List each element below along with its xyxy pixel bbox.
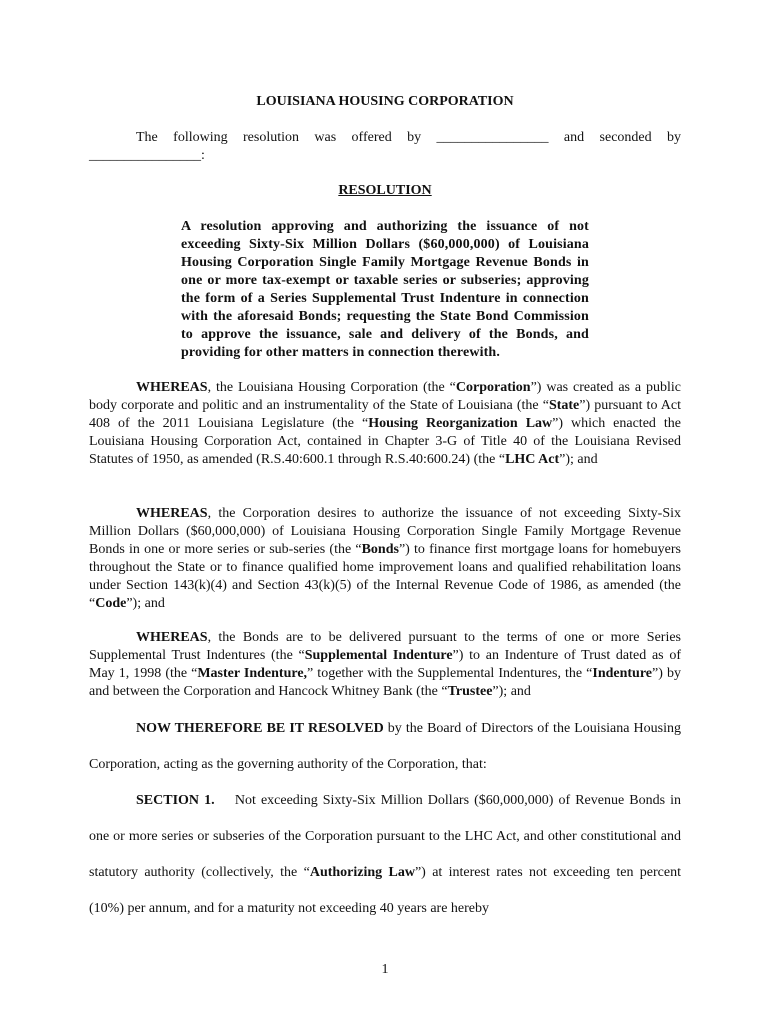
whereas2-text: , the Corporation desires to authorize the issuance of not exceeding Sixty-Six Million Dollars ($60,000,000) of Louisiana Housing Corporation Single Family Mortgage Revenue Bonds in one or more series or sub-series (the “ bbox=[89, 506, 681, 557]
whereas1-text: ”) pursuant to Act 408 of the 2011 Louisiana Legislature (the “ bbox=[89, 398, 681, 431]
whereas3-text: , the Bonds are to be delivered pursuant to the terms of one or more Series Supplemental Trust Indentures (the “ bbox=[89, 630, 681, 663]
document-title: LOUISIANA HOUSING CORPORATION bbox=[256, 94, 514, 109]
resolution-abstract: A resolution approving and authorizing the issuance of not exceeding Sixty-Six Million Dollars ($60,000,000) of Louisiana Housing Corporation Single Family Mortgage Revenue Bonds in one or more tax-exempt or taxable series or subseries; approving the form of a Series Supplemental Trust Indenture in connection with the aforesaid Bonds; requesting the State Bond Commission to approve the issuance, sale and delivery of the Bonds, and providing for other matters in connection therewith. bbox=[181, 219, 589, 360]
term-lhc-act: LHC Act bbox=[505, 452, 560, 467]
whereas-paragraph-1 bbox=[89, 379, 681, 469]
term-housing-reorganization-law: Housing Reorganization Law bbox=[368, 416, 553, 431]
resolved-text: by the Board of Directors of the Louisiana Housing Corporation, acting as the governing authority of the Corporation, that: bbox=[89, 721, 681, 772]
section-1-heading: SECTION 1. bbox=[136, 793, 215, 808]
whereas3-text: ”); and bbox=[492, 684, 531, 699]
resolution-heading: RESOLUTION bbox=[338, 183, 432, 198]
offer-paragraph bbox=[89, 129, 681, 165]
term-supplemental-indenture: Supplemental Indenture bbox=[304, 648, 453, 663]
section-1-text: ”) at interest rates not exceeding ten percent (10%) per annum, and for a maturity not exceeding 40 years are hereby bbox=[89, 865, 681, 916]
offer-text-a: The following resolution was offered by bbox=[136, 130, 422, 145]
whereas-paragraph-3 bbox=[89, 629, 681, 701]
whereas1-text: , the Louisiana Housing Corporation (the “ bbox=[207, 380, 456, 395]
page-number: 1 bbox=[381, 962, 389, 977]
offer-text-b: and seconded by bbox=[563, 130, 682, 145]
resolved-lead: NOW THEREFORE BE IT RESOLVED bbox=[136, 721, 384, 736]
term-code: Code bbox=[95, 596, 127, 611]
whereas1-text: ”) which enacted the Louisiana Housing Corporation Act, contained in Chapter 3-G of Title 40 of the Louisiana Revised Statutes of 1950, as amended (R.S.40:600.1 through R.S.40:600.24) (the “ bbox=[89, 416, 681, 467]
whereas1-text: ”); and bbox=[559, 452, 598, 467]
whereas-lead: WHEREAS bbox=[136, 380, 208, 395]
term-master-indenture: Master Indenture, bbox=[197, 666, 308, 681]
section-1-text: Not exceeding Sixty-Six Million Dollars ($60,000,000) of Revenue Bonds in one or more series or subseries of the Corporation pursuant to the LHC Act, and other constitutional and statutory authority (collectively, the “ bbox=[89, 793, 681, 880]
whereas2-text: ”); and bbox=[126, 596, 165, 611]
term-corporation: Corporation bbox=[455, 380, 531, 395]
term-state: State bbox=[548, 398, 580, 413]
whereas3-text: ”) to an Indenture of Trust dated as of May 1, 1998 (the “ bbox=[89, 648, 681, 681]
term-trustee: Trustee bbox=[447, 684, 493, 699]
offered-by-blank: ________________ bbox=[436, 130, 549, 145]
whereas3-text: ” together with the Supplemental Indentures, the “ bbox=[307, 666, 593, 681]
offer-colon: : bbox=[201, 148, 205, 163]
whereas-lead: WHEREAS bbox=[136, 630, 208, 645]
term-indenture: Indenture bbox=[592, 666, 653, 681]
resolved-paragraph bbox=[89, 711, 681, 783]
whereas2-text: ”) to finance first mortgage loans for homebuyers throughout the State or to finance qualified home improvement loans and qualified rehabilitation loans under Section 143(k)(4) and Section 43(k)(5) of the Internal Revenue Code of 1986, as amended (the “ bbox=[89, 542, 682, 611]
whereas-paragraph-2 bbox=[89, 505, 681, 613]
seconded-by-blank: ________________ bbox=[89, 148, 201, 163]
whereas1-text: ”) was created as a public body corporate and politic and an instrumentality of the State of Louisiana (the “ bbox=[89, 380, 681, 413]
term-bonds: Bonds bbox=[361, 542, 399, 557]
section-1-paragraph bbox=[89, 783, 681, 927]
whereas3-text: ”) by and between the Corporation and Hancock Whitney Bank (the “ bbox=[89, 666, 681, 699]
term-authorizing-law: Authorizing Law bbox=[309, 865, 415, 880]
whereas-lead: WHEREAS bbox=[136, 506, 208, 521]
